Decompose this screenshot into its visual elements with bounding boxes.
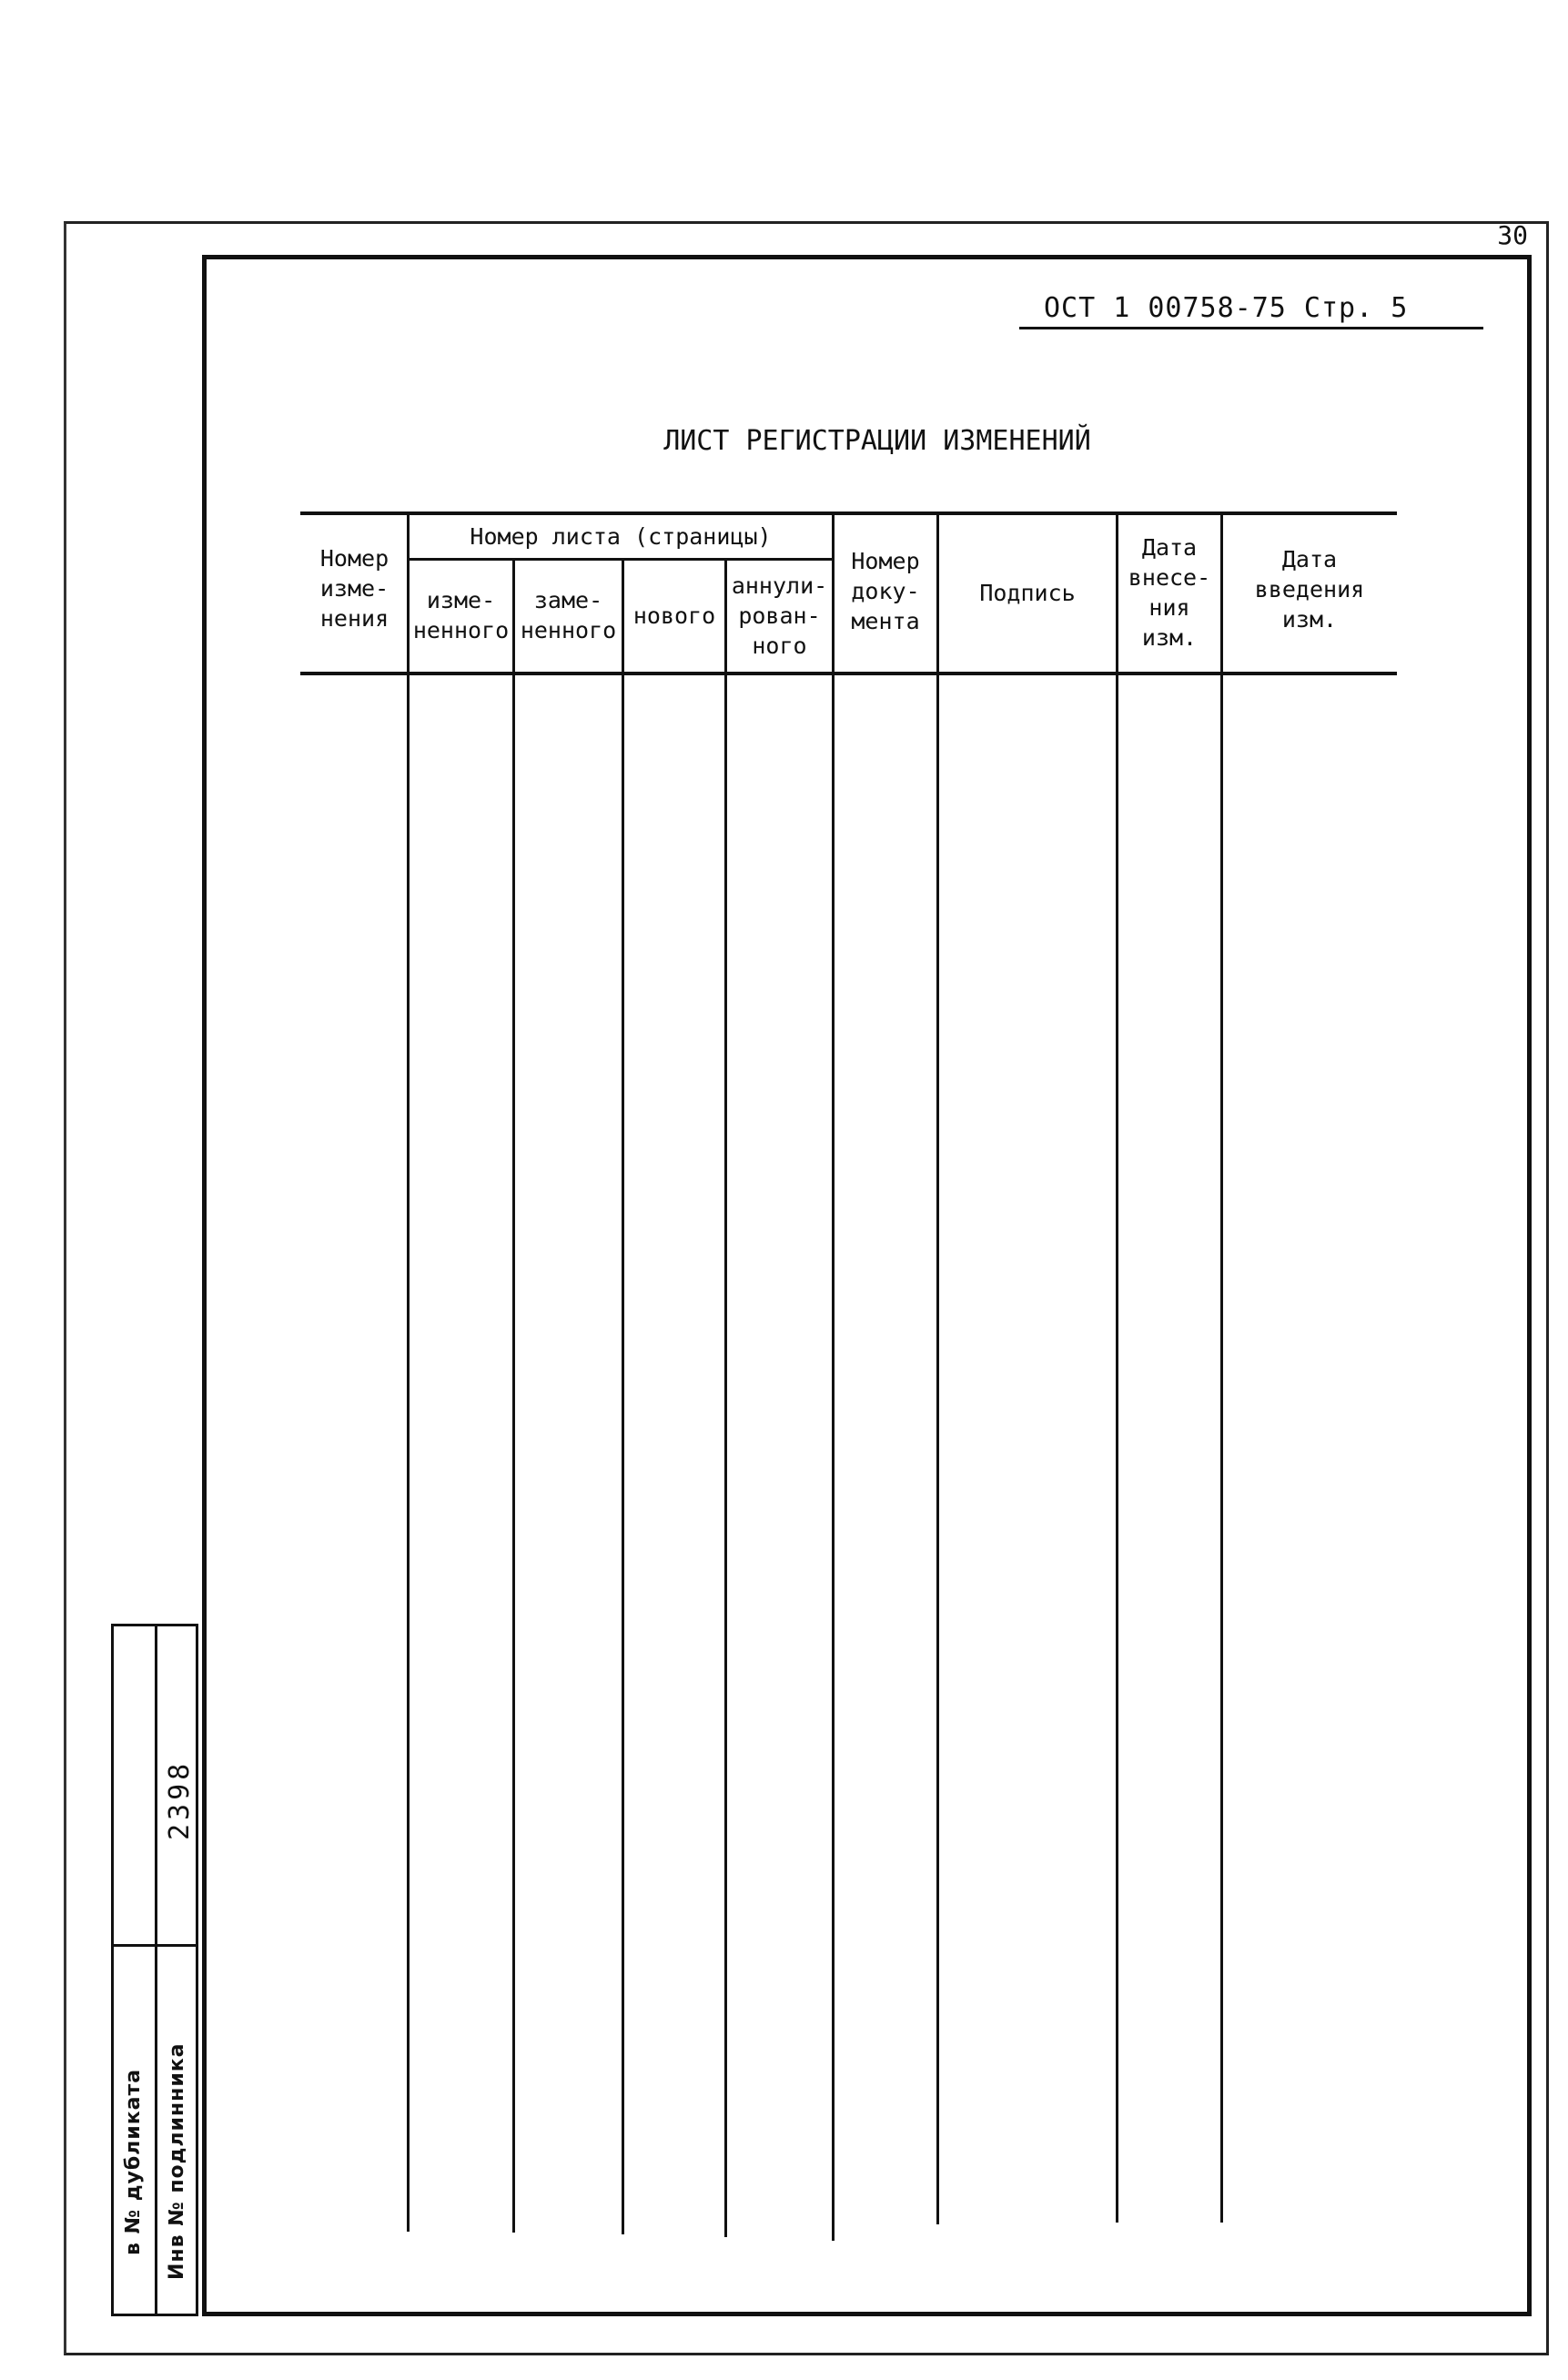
header-changed: изме- ненного bbox=[412, 587, 510, 643]
header-effective-date: Дата введения изм. bbox=[1254, 545, 1365, 633]
stamp-original-label: Инв № подлинника bbox=[166, 2042, 188, 2280]
designation-underline bbox=[1019, 327, 1483, 329]
stamp-original-value: 2398 bbox=[164, 1759, 196, 1840]
stamp-duplicate-label: в № дубликата bbox=[122, 2068, 145, 2255]
header-replaced: заме- ненного bbox=[520, 587, 617, 643]
header-new: нового bbox=[632, 602, 716, 629]
column-divider bbox=[622, 558, 624, 2234]
sheet-title: ЛИСТ РЕГИСТРАЦИИ ИЗМЕНЕНИЙ bbox=[663, 425, 1091, 457]
stamp-column-divider bbox=[155, 1624, 157, 2316]
header-entry-date: Дата внесе- ния изм. bbox=[1128, 534, 1211, 651]
header-document-number: Номер доку- мента bbox=[851, 547, 920, 634]
header-sheet-number-group: Номер листа (страницы) bbox=[470, 522, 772, 550]
stamp-row-divider bbox=[111, 1944, 198, 1947]
column-divider bbox=[832, 511, 835, 2241]
header-change-number: Номер изме- нения bbox=[319, 544, 389, 632]
column-divider bbox=[407, 511, 410, 2232]
column-divider bbox=[1220, 511, 1223, 2223]
header-annulled: аннули- рован- ного bbox=[731, 572, 828, 659]
column-divider bbox=[936, 511, 939, 2224]
column-divider bbox=[512, 558, 515, 2233]
column-divider bbox=[1116, 511, 1118, 2223]
header-signature: Подпись bbox=[979, 579, 1076, 606]
document-designation: ОСТ 1 00758-75 Стр. 5 bbox=[1044, 292, 1409, 324]
page-number: 30 bbox=[1497, 220, 1528, 250]
table-header-bottom-rule bbox=[300, 672, 1397, 675]
column-divider bbox=[724, 558, 727, 2237]
